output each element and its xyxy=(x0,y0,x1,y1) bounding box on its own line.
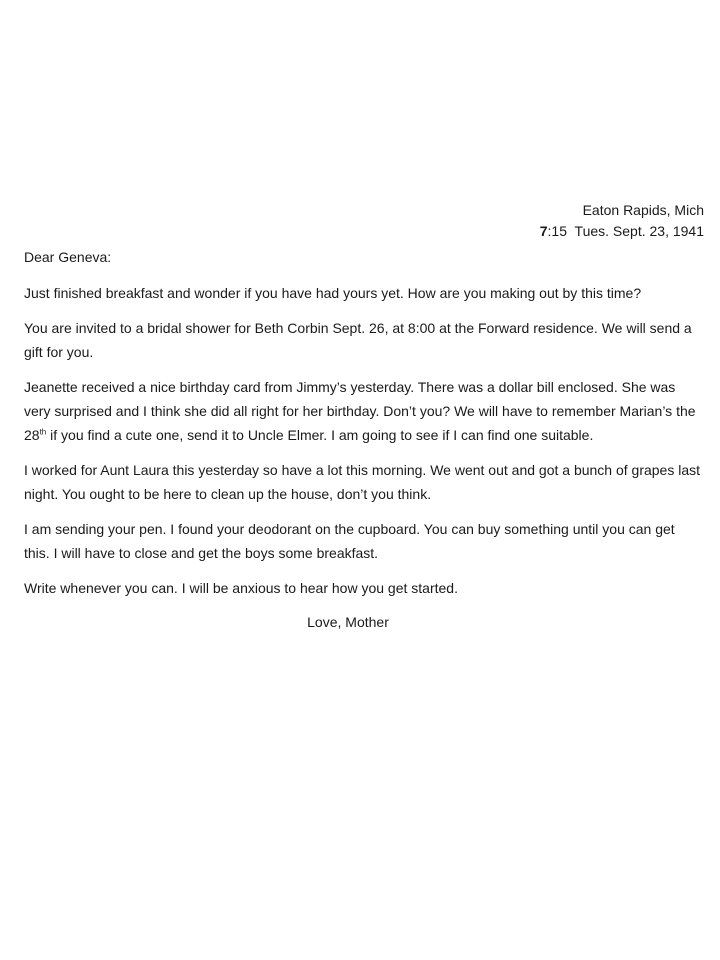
paragraph-3-part-1: Jeanette received a nice birthday card from Jimmy’s yesterday. There was a dollar bill enclosed. She was very surprised and I think she did all right for her birthday. Don’t you? We will have to remember Marian’s the 28 xyxy=(24,379,696,443)
paragraph-6: Write whenever you can. I will be anxious to hear how you get started. xyxy=(24,580,458,596)
paragraph-4: I worked for Aunt Laura this yesterday so have a lot this morning. We went out and got a bunch of grapes last night. You ought to be here to clean up the house, don’t you think. xyxy=(24,462,701,502)
paragraph-1: Just finished breakfast and wonder if you have had yours yet. How are you making out by this time? xyxy=(24,285,642,301)
paragraph-3-part-2: if you find a cute one, send it to Uncle Elmer. I am going to see if I can find one suitable. xyxy=(46,427,594,443)
paragraph-2: You are invited to a bridal shower for Beth Corbin Sept. 26, at 8:00 at the Forward residence. We will send a gift for you. xyxy=(24,320,692,360)
ordinal-suffix: th xyxy=(39,427,47,437)
closing-signature: Love, Mother xyxy=(307,614,389,630)
letter-time-rest: :15 Tues. Sept. 23, 1941 xyxy=(547,223,704,239)
letter-date xyxy=(24,221,704,242)
letter-place: Eaton Rapids, Mich xyxy=(582,202,704,218)
letter-time-hour: 7 xyxy=(539,223,548,239)
salutation: Dear Geneva: xyxy=(24,249,112,265)
letter xyxy=(24,200,704,630)
paragraph-5: I am sending your pen. I found your deodorant on the cupboard. You can buy something until you can get this. I will have to close and get the boys some breakfast. xyxy=(24,521,675,561)
paragraph-3 xyxy=(24,375,704,447)
letter-header xyxy=(24,200,704,242)
